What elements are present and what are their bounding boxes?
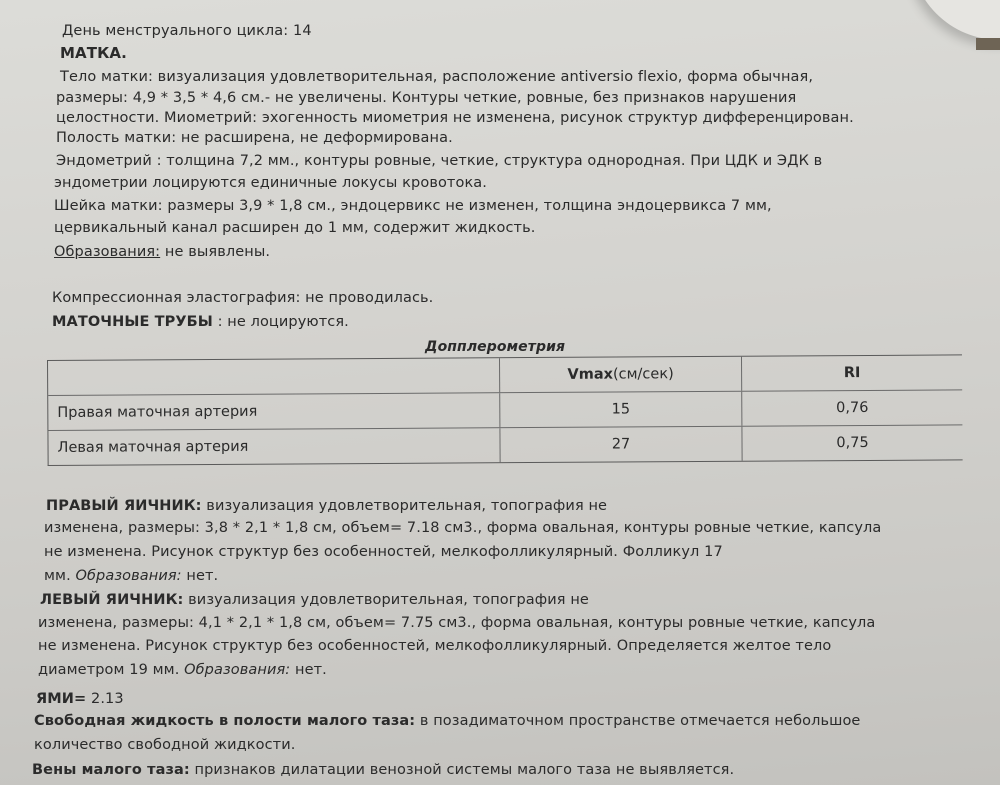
cervix-line-1: Шейка матки: размеры 3,9 * 1,8 см., эндоцервикс не изменен, толщина эндоцервикса 7 мм, (54, 198, 772, 214)
vmax-cell: 15 (500, 392, 742, 427)
uterus-line-2: размеры: 4,9 * 3,5 * 4,6 см.- не увеличены. Контуры четкие, ровные, без признаков нарушения (56, 90, 797, 106)
artery-cell: Правая маточная артерия (48, 393, 500, 430)
ri-cell: 0,76 (836, 399, 869, 417)
ri-cell: 0,75 (836, 434, 869, 452)
right-ovary-line-2: изменена, размеры: 3,8 * 2,1 * 1,8 см, объем= 7.18 см3., форма овальная, контуры ровные четкие, капсула (44, 520, 882, 536)
right-ovary-line-4: мм. Образования: нет. (44, 568, 219, 584)
table-row (48, 425, 962, 465)
free-fluid-line-1: Свободная жидкость в полости малого таза: в позадиматочном пространстве отмечается небольшое (34, 713, 861, 729)
left-ovary-line-4: диаметром 19 мм. Образования: нет. (38, 662, 327, 678)
free-fluid-line-2: количество свободной жидкости. (34, 737, 296, 753)
header-cell-ri: RI (843, 365, 861, 382)
uterus-formations: Образования: не выявлены. (54, 244, 271, 260)
uterus-line-4: Полость матки: не расширена, не деформирована. (56, 130, 453, 146)
left-ovary-line-2: изменена, размеры: 4,1 * 2,1 * 1,8 см, объем= 7.75 см3., форма овальная, контуры ровные четкие, капсула (38, 615, 876, 631)
artery-cell: Левая маточная артерия (48, 428, 500, 465)
doppler-table (47, 354, 963, 466)
header-cell-empty (48, 358, 500, 395)
yami: ЯМИ= 2.13 (36, 691, 124, 707)
pelvic-veins: Вены малого таза: признаков дилатации венозной системы малого таза не выявляется. (32, 762, 735, 778)
table-header-row (48, 355, 962, 396)
cycle-day: День менструального цикла: 14 (62, 23, 312, 39)
uterus-heading: МАТКА. (60, 44, 127, 62)
uterus-line-1: Тело матки: визуализация удовлетворительная, расположение antiversio flexio, форма обычная, (60, 69, 814, 85)
table-row (48, 390, 962, 431)
tubes: МАТОЧНЫЕ ТРУБЫ : не лоцируются. (52, 314, 349, 330)
left-ovary-line-3: не изменена. Рисунок структур без особенностей, мелкофолликулярный. Определяется желтое тело (38, 638, 832, 654)
background-edge (976, 38, 1000, 50)
uterus-line-3: целостности. Миометрий: эхогенность миометрия не изменена, рисунок структур дифференцирован. (56, 110, 854, 126)
cycle-day-value: 14 (293, 23, 312, 39)
cervix-line-2: цервикальный канал расширен до 1 мм, содержит жидкость. (54, 220, 536, 236)
paper-corner-object (910, 0, 1000, 40)
doppler-title: Допплерометрия (425, 339, 566, 355)
right-ovary-line-3: не изменена. Рисунок структур без особенностей, мелкофолликулярный. Фолликул 17 (44, 544, 723, 560)
left-ovary-line-1: ЛЕВЫЙ ЯИЧНИК: визуализация удовлетворительная, топография не (40, 592, 589, 608)
elastography: Компрессионная эластография: не проводилась. (52, 290, 434, 306)
endometrium-line-2: эндометрии лоцируются единичные локусы кровотока. (54, 175, 488, 191)
endometrium-line-1: Эндометрий : толщина 7,2 мм., контуры ровные, четкие, структура однородная. При ЦДК и ЭДК в (56, 153, 823, 169)
vmax-cell: 27 (500, 427, 742, 462)
header-cell-vmax: Vmax (см/сек) (500, 357, 742, 392)
right-ovary-line-1: ПРАВЫЙ ЯИЧНИК: визуализация удовлетворительная, топография не (46, 498, 608, 514)
